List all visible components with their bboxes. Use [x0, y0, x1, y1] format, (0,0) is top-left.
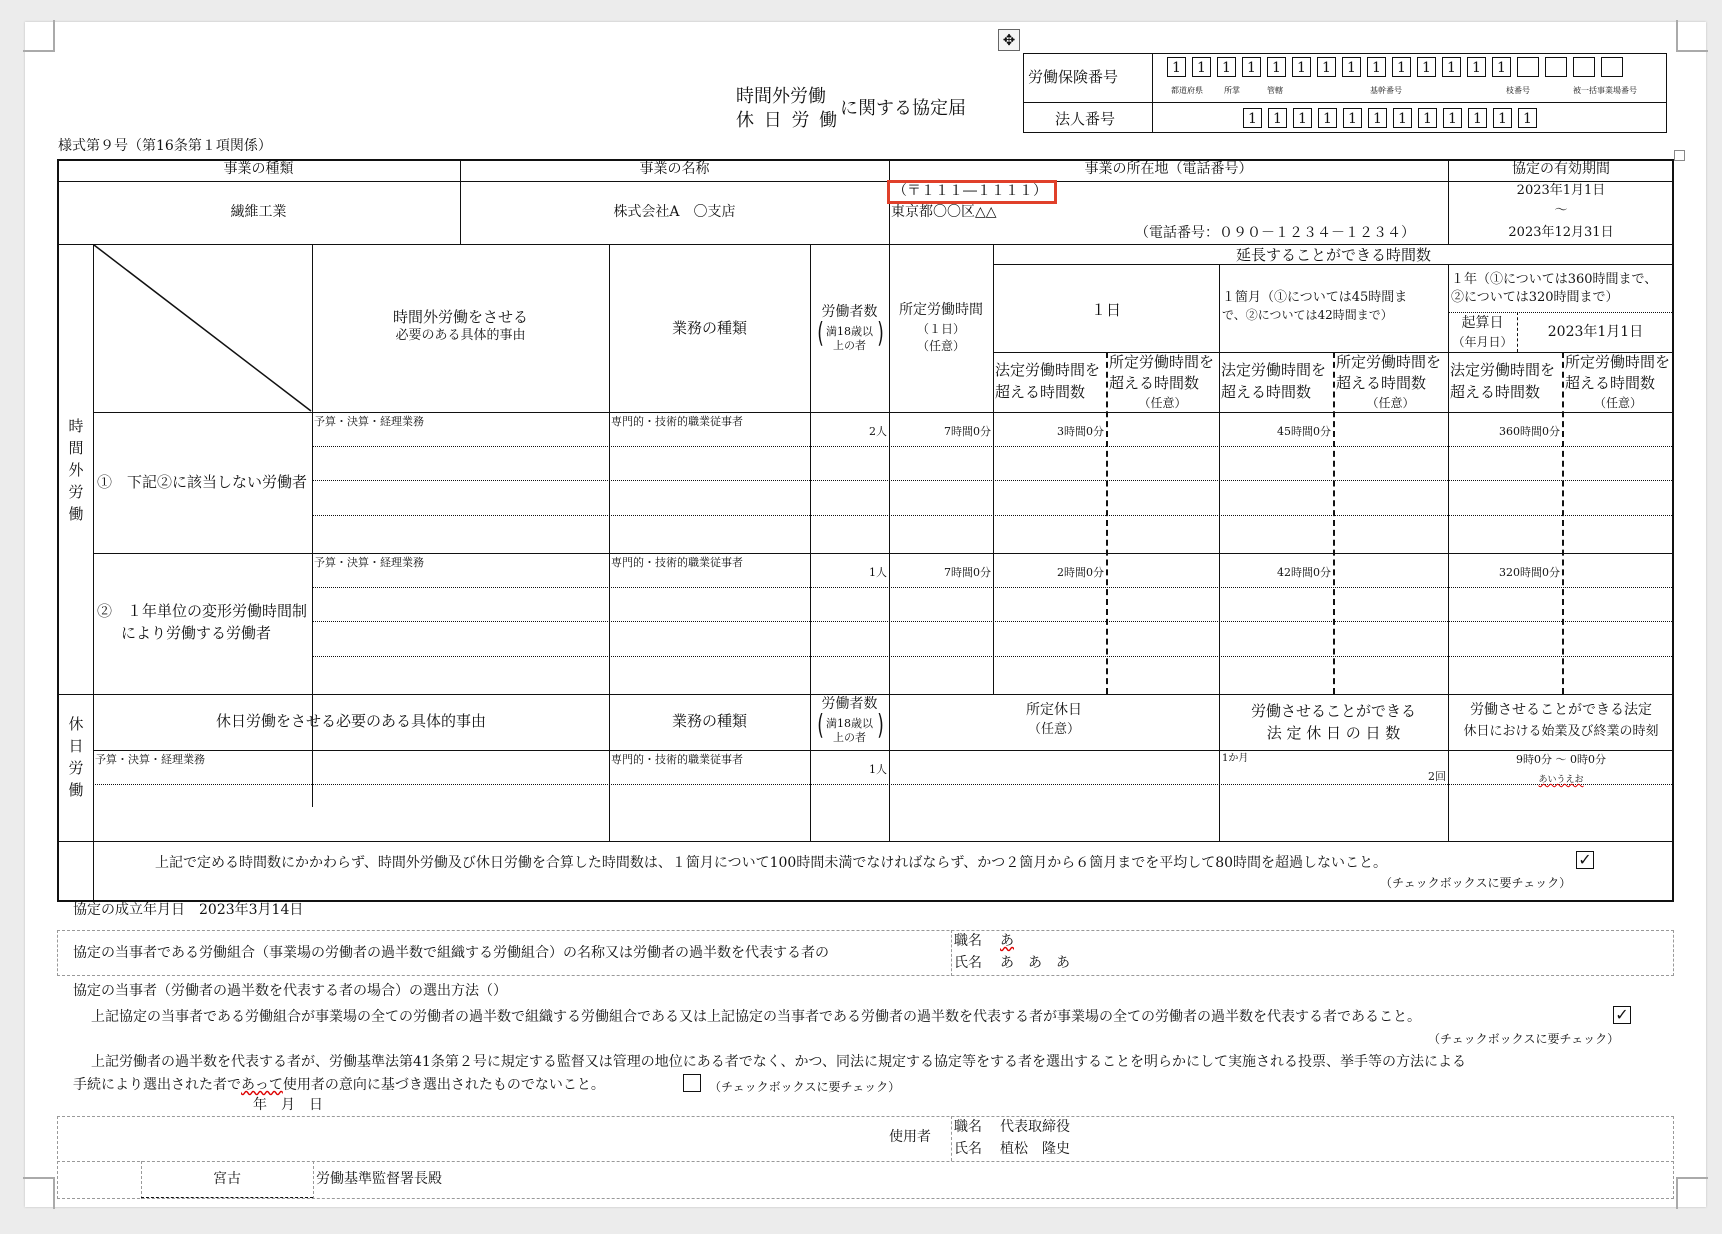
insurance-label: 労働保険番号 — [1028, 68, 1119, 86]
period-end[interactable]: 2023年12月31日 — [1508, 225, 1614, 240]
header-diagonal — [93, 244, 312, 412]
agreement-para2-line1: 上記労働者の過半数を代表する者が、労働基準法第41条第２号に規定する監督又は管理の地位にある者でなく、かつ、同法に規定する協定等をする者を選出することを明らかにして実施される投票、挙手等の方法による — [91, 1054, 1466, 1070]
col-workers-2: 満18歳以 — [826, 325, 873, 338]
row1-year[interactable]: 360時間0分 — [1499, 425, 1560, 438]
row2-day[interactable]: 2時間0分 — [1057, 566, 1104, 579]
party-title-label: 職名 — [954, 933, 982, 949]
postal-code[interactable]: （〒１１１―１１１１） — [893, 183, 1047, 199]
sub-legal-2: 超える時間数 — [995, 383, 1086, 401]
holiday-reason[interactable]: 予算・決算・経理業務 — [95, 753, 205, 766]
insurance-digit-box[interactable]: 1 — [1367, 57, 1386, 77]
col-one-day: １日 — [1090, 301, 1121, 319]
col-one-month-2: で、②については42時間まで） — [1222, 308, 1393, 322]
insurance-digit-box[interactable] — [1601, 57, 1623, 77]
insurance-digit-box[interactable]: 1 — [1417, 57, 1436, 77]
agreement-ymd[interactable]: 年 月 日 — [253, 1097, 323, 1113]
holiday-work[interactable]: 専門的・技術的職業従事者 — [611, 753, 743, 766]
insurance-digits — [1167, 57, 1629, 77]
col-one-year-2: ②については320時間まで） — [1451, 290, 1619, 305]
corp-digit-box[interactable]: 1 — [1468, 108, 1487, 128]
corp-digit-box[interactable]: 1 — [1293, 108, 1312, 128]
paren-right: ) — [877, 708, 884, 741]
sub-fixed-1: 所定労働時間を — [1565, 353, 1671, 371]
row1-workers[interactable]: 2人 — [869, 425, 887, 438]
insurance-digit-box[interactable] — [1573, 57, 1595, 77]
office-suffix: 労働基準監督署長殿 — [316, 1171, 442, 1187]
labor-office[interactable]: 宮古 — [213, 1171, 241, 1187]
sub-base-number: 基幹番号 — [1370, 86, 1402, 95]
insurance-digit-box[interactable] — [1517, 57, 1539, 77]
employer-label: 使用者 — [889, 1129, 931, 1145]
col-overtime-reason-1: 時間外労働をさせる — [392, 308, 528, 326]
sub-bulk: 被一括事業場番号 — [1573, 86, 1637, 95]
paren-left: ( — [817, 708, 824, 741]
sub-legal-2: 超える時間数 — [1450, 383, 1541, 401]
party-name-value[interactable]: あ あ あ — [1000, 955, 1070, 971]
employer-title-label: 職名 — [954, 1119, 982, 1135]
col-holiday-time-1: 労働させることができる法定 — [1470, 702, 1652, 718]
row2-work[interactable]: 専門的・技術的職業従事者 — [611, 556, 743, 569]
row2-year[interactable]: 320時間0分 — [1499, 566, 1560, 579]
col-workers-1: 労働者数 — [821, 304, 878, 320]
sub-legal-2: 超える時間数 — [1221, 383, 1312, 401]
sub-fixed-2: 超える時間数 — [1336, 374, 1427, 392]
row1-reason[interactable]: 予算・決算・経理業務 — [314, 415, 424, 428]
holiday-time-note[interactable]: あいうえお — [1538, 775, 1584, 785]
row1-work[interactable]: 専門的・技術的職業従事者 — [611, 415, 743, 428]
sub-prefecture: 都道府県 — [1171, 86, 1203, 95]
corner-mark — [23, 20, 55, 52]
employer-title-value[interactable]: 代表取締役 — [1000, 1119, 1070, 1135]
corp-label: 法人番号 — [1055, 110, 1116, 128]
overtime-side-label: 時 間 外 労 働 — [68, 417, 84, 523]
sub-fixed-1: 所定労働時間を — [1109, 353, 1215, 371]
sub-fixed-3: （任意） — [1138, 396, 1187, 410]
sub-legal-1: 法定労働時間を — [1221, 361, 1327, 379]
col-holiday-days-1: 労働させることができる — [1250, 702, 1416, 720]
corp-digit-box[interactable]: 1 — [1368, 108, 1387, 128]
insurance-digit-box[interactable]: 1 — [1467, 57, 1486, 77]
paren-right: ) — [877, 316, 884, 349]
sub-legal-1: 法定労働時間を — [1450, 361, 1556, 379]
title-holiday: 休 日 労 働 — [736, 110, 840, 131]
col-business-name: 事業の名称 — [639, 161, 710, 177]
start-date-value[interactable]: 2023年1月1日 — [1547, 324, 1644, 340]
insurance-digit-box[interactable]: 1 — [1267, 57, 1286, 77]
col-holiday-fixed-2: （任意） — [1027, 722, 1080, 737]
holiday-days[interactable]: 2回 — [1428, 770, 1446, 783]
holiday-time[interactable]: 9時0分 ～ 0時0分 — [1516, 753, 1606, 766]
sub-fixed-2: 超える時間数 — [1109, 374, 1200, 392]
col-start-date-2: （年月日） — [1452, 335, 1513, 349]
move-handle-icon[interactable]: ✥ — [998, 29, 1020, 51]
corp-digit-box[interactable]: 1 — [1443, 108, 1462, 128]
col-holiday-work: 業務の種類 — [671, 712, 747, 730]
sub-jurisdiction: 所掌 — [1224, 86, 1240, 95]
col-holiday-workers-2: 満18歳以 — [826, 717, 873, 730]
col-business-location: 事業の所在地（電話番号） — [1084, 161, 1253, 177]
agreement-para1: 上記協定の当事者である労働組合が事業場の全ての労働者の過半数で組織する労働組合である又は上記協定の当事者である労働者の過半数を代表する者が事業場の全ての労働者の過半数を代表する者であること。 — [91, 1009, 1421, 1025]
business-name[interactable]: 株式会社A 〇支店 — [613, 204, 736, 220]
col-holiday-time-2: 休日における始業及び終業の時刻 — [1463, 724, 1659, 739]
corp-digit-box[interactable]: 1 — [1493, 108, 1512, 128]
party-name-label: 氏名 — [954, 955, 982, 971]
paren-left: ( — [817, 316, 824, 349]
insurance-digit-box[interactable]: 1 — [1217, 57, 1236, 77]
document-page — [25, 22, 1706, 1207]
col-one-year-1: １年（①については360時間まで、 — [1451, 272, 1658, 287]
corp-digits — [1243, 108, 1543, 128]
col-start-date-1: 起算日 — [1461, 315, 1504, 331]
sub-district: 管轄 — [1267, 86, 1283, 95]
sub-legal-1: 法定労働時間を — [995, 361, 1101, 379]
corp-digit-box[interactable]: 1 — [1393, 108, 1412, 128]
corner-mark — [1676, 20, 1708, 52]
para1-check-note: （チェックボックスに要チェック） — [1428, 1032, 1620, 1046]
col-fixed-hours-2: （１日） — [916, 322, 965, 336]
insurance-digit-box[interactable]: 1 — [1392, 57, 1411, 77]
row2-reason[interactable]: 予算・決算・経理業務 — [314, 556, 424, 569]
sub-fixed-1: 所定労働時間を — [1336, 353, 1442, 371]
para1-checkbox[interactable]: ✓ — [1613, 1006, 1631, 1024]
col-fixed-hours-3: （任意） — [916, 339, 965, 353]
row2-month[interactable]: 42時間0分 — [1277, 566, 1331, 579]
row2-fixed[interactable]: 7時間0分 — [944, 566, 991, 579]
period-tilde: ～ — [1554, 203, 1568, 218]
notice-checkbox[interactable]: ✓ — [1576, 851, 1594, 869]
sub-fixed-2: 超える時間数 — [1565, 374, 1656, 392]
holiday-workers[interactable]: 1人 — [869, 763, 887, 776]
col-extendable-hours: 延長することができる時間数 — [1235, 246, 1431, 264]
employer-name-label: 氏名 — [954, 1141, 982, 1157]
insurance-digit-box[interactable] — [1545, 57, 1567, 77]
col-holiday-workers-3: 上の者 — [833, 731, 866, 744]
holiday-side-label: 休 日 労 働 — [68, 715, 84, 799]
party-label: 協定の当事者である労働組合（事業場の労働者の過半数で組織する労働組合）の名称又は労働者の過半数を代表する者の — [73, 945, 829, 961]
insurance-digit-box[interactable]: 1 — [1192, 57, 1211, 77]
row2-label-1: ② １年単位の変形労働時間制 — [97, 602, 308, 620]
title-overtime: 時間外労働 — [736, 86, 826, 107]
col-business-type: 事業の種類 — [223, 161, 294, 177]
insurance-digit-box[interactable]: 1 — [1242, 57, 1261, 77]
table-resize-handle[interactable] — [1674, 150, 1685, 161]
col-holiday-workers-1: 労働者数 — [821, 696, 878, 712]
corp-digit-box[interactable]: 1 — [1318, 108, 1337, 128]
sub-fixed-3: （任意） — [1593, 396, 1642, 410]
corp-digit-box[interactable]: 1 — [1343, 108, 1362, 128]
overtime-limit-notice: 上記で定める時間数にかかわらず、時間外労働及び休日労働を合算した時間数は、１箇月について100時間未満でなければならず、かつ２箇月から６箇月までを平均して80時間を超過しないこと。 — [155, 855, 1388, 871]
insurance-digit-box[interactable]: 1 — [1442, 57, 1461, 77]
agreement-date: 協定の成立年月日 2023年3月14日 — [73, 902, 304, 918]
election-method: 協定の当事者（労働者の過半数を代表する者の場合）の選出方法（） — [73, 983, 507, 999]
col-fixed-hours-1: 所定労働時間 — [899, 302, 983, 318]
row2-workers[interactable]: 1人 — [869, 566, 887, 579]
agreement-para2-line2: 手続により選出された者であって使用者の意向に基づき選出されたものでないこと。 — [73, 1077, 605, 1093]
para2-checkbox[interactable] — [683, 1074, 701, 1092]
para2-check-note: （チェックボックスに要チェック） — [709, 1080, 901, 1094]
corp-digit-box[interactable]: 1 — [1518, 108, 1537, 128]
row1-fixed[interactable]: 7時間0分 — [944, 425, 991, 438]
corner-mark — [23, 1177, 55, 1209]
holiday-days-unit[interactable]: 1か月 — [1222, 753, 1249, 764]
row1-day[interactable]: 3時間0分 — [1057, 425, 1104, 438]
corp-digit-box[interactable]: 1 — [1243, 108, 1262, 128]
col-workers-3: 上の者 — [833, 339, 866, 352]
col-work-type: 業務の種類 — [671, 319, 747, 337]
row1-label: ① 下記②に該当しない労働者 — [97, 473, 308, 491]
insurance-digit-box[interactable]: 1 — [1317, 57, 1336, 77]
corp-digit-box[interactable]: 1 — [1268, 108, 1287, 128]
insurance-digit-box[interactable]: 1 — [1492, 57, 1511, 77]
employer-name-value[interactable]: 植松 隆史 — [1000, 1141, 1070, 1157]
row2-label-2: により労働する労働者 — [121, 624, 272, 642]
corner-mark — [1676, 1177, 1708, 1209]
row1-month[interactable]: 45時間0分 — [1277, 425, 1331, 438]
col-holiday-days-2: 法 定 休 日 の 日 数 — [1266, 724, 1401, 742]
business-type[interactable]: 繊維工業 — [230, 204, 287, 220]
col-one-month-1: １箇月（①については45時間ま — [1222, 290, 1408, 305]
business-phone[interactable]: （電話番号：０９０－１２３４－１２３４） — [1135, 225, 1415, 241]
insurance-digit-box[interactable]: 1 — [1342, 57, 1361, 77]
period-start[interactable]: 2023年1月1日 — [1516, 183, 1606, 198]
form-number: 様式第９号（第16条第１項関係） — [58, 138, 272, 154]
party-title-value[interactable]: あ — [1000, 933, 1014, 949]
col-holiday-fixed-1: 所定休日 — [1026, 702, 1082, 718]
col-holiday-reason: 休日労働をさせる必要のある具体的事由 — [215, 712, 486, 730]
insurance-digit-box[interactable]: 1 — [1167, 57, 1186, 77]
sub-branch: 枝番号 — [1506, 86, 1530, 95]
col-valid-period: 協定の有効期間 — [1512, 161, 1610, 177]
business-address[interactable]: 東京都〇〇区△△ — [891, 204, 997, 220]
title-suffix: に関する協定届 — [840, 98, 966, 119]
insurance-digit-box[interactable]: 1 — [1292, 57, 1311, 77]
notice-check-note: （チェックボックスに要チェック） — [1380, 876, 1572, 890]
corp-digit-box[interactable]: 1 — [1418, 108, 1437, 128]
sub-fixed-3: （任意） — [1366, 396, 1415, 410]
col-overtime-reason-2: 必要のある具体的事由 — [395, 328, 526, 343]
